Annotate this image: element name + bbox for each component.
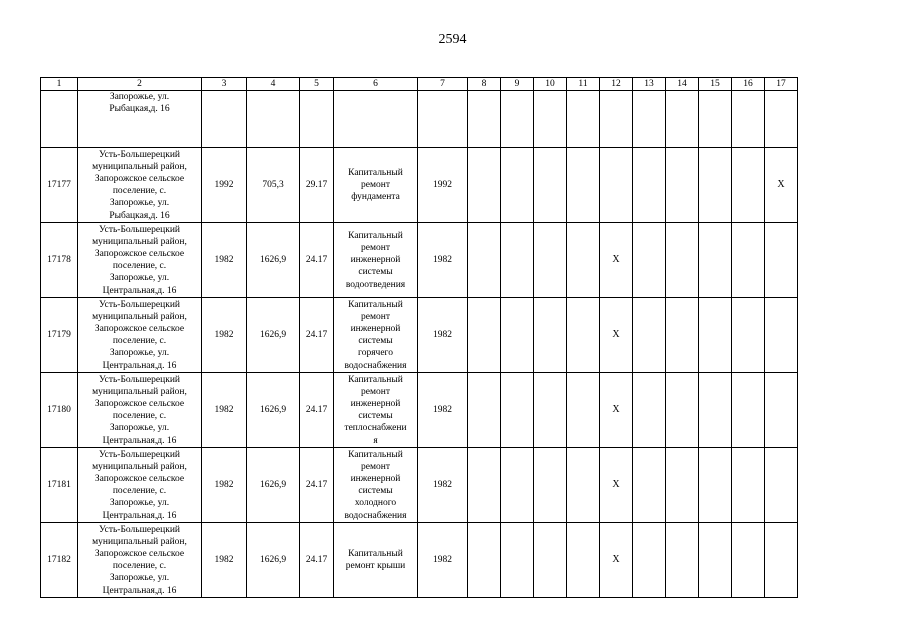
- plan-year-cell: 1982: [418, 373, 468, 448]
- empty-cell: [633, 91, 666, 148]
- column-header: 15: [699, 78, 732, 91]
- year-cell: 1992: [202, 148, 247, 223]
- column-header: 7: [418, 78, 468, 91]
- mark-cell: [501, 298, 534, 373]
- table-row: [41, 523, 798, 598]
- table-row: [41, 373, 798, 448]
- area-cell: 1626,9: [247, 223, 300, 298]
- work-type-cell: Капитальный ремонт инженерной системы холодного водоснабжения: [334, 448, 418, 523]
- table-row: [41, 448, 798, 523]
- table-row: [41, 148, 798, 223]
- empty-cell: [501, 91, 534, 148]
- mark-cell: [732, 523, 765, 598]
- year-cell: 1982: [202, 298, 247, 373]
- mark-cell: [534, 148, 567, 223]
- mark-cell: [534, 523, 567, 598]
- empty-cell: [202, 91, 247, 148]
- column-header: 1: [41, 78, 78, 91]
- mark-cell: [534, 448, 567, 523]
- mark-cell: X: [600, 223, 633, 298]
- mark-cell: X: [600, 298, 633, 373]
- repair-schedule-table: [40, 77, 798, 598]
- mark-cell: [765, 223, 798, 298]
- mark-cell: [633, 148, 666, 223]
- year-cell: 1982: [202, 373, 247, 448]
- table-body: [41, 78, 798, 598]
- mark-cell: [633, 448, 666, 523]
- code-cell: 24.17: [300, 523, 334, 598]
- mark-cell: [699, 523, 732, 598]
- mark-cell: [765, 373, 798, 448]
- mark-cell: [666, 373, 699, 448]
- column-header: 9: [501, 78, 534, 91]
- empty-cell: [300, 91, 334, 148]
- year-cell: 1982: [202, 523, 247, 598]
- mark-cell: [732, 298, 765, 373]
- address-cell: Усть-Большерецкий муниципальный район, Запорожское сельское поселение, с. Запорожье, ул. Центральная,д. 16: [78, 223, 202, 298]
- mark-cell: [468, 298, 501, 373]
- row-id-cell: 17178: [41, 223, 78, 298]
- column-header: 3: [202, 78, 247, 91]
- empty-cell: [468, 91, 501, 148]
- mark-cell: [468, 148, 501, 223]
- mark-cell: [699, 223, 732, 298]
- mark-cell: [468, 373, 501, 448]
- empty-cell: [534, 91, 567, 148]
- empty-cell: [699, 91, 732, 148]
- page-number: 2594: [438, 32, 467, 47]
- mark-cell: [501, 448, 534, 523]
- empty-cell: [666, 91, 699, 148]
- empty-cell: [600, 91, 633, 148]
- work-type-cell: Капитальный ремонт инженерной системы водоотведения: [334, 223, 418, 298]
- work-type-cell: Капитальный ремонт крыши: [334, 523, 418, 598]
- mark-cell: [666, 223, 699, 298]
- mark-cell: [633, 298, 666, 373]
- mark-cell: [567, 448, 600, 523]
- empty-cell: [418, 91, 468, 148]
- area-cell: 1626,9: [247, 373, 300, 448]
- mark-cell: [765, 523, 798, 598]
- empty-cell: [732, 91, 765, 148]
- row-id-cell: 17182: [41, 523, 78, 598]
- empty-cell: [334, 91, 418, 148]
- mark-cell: X: [600, 373, 633, 448]
- plan-year-cell: 1982: [418, 223, 468, 298]
- empty-cell: [567, 91, 600, 148]
- column-header: 8: [468, 78, 501, 91]
- mark-cell: [567, 298, 600, 373]
- column-header: 12: [600, 78, 633, 91]
- mark-cell: [732, 448, 765, 523]
- mark-cell: [732, 373, 765, 448]
- column-header: 6: [334, 78, 418, 91]
- mark-cell: [534, 373, 567, 448]
- work-type-cell: Капитальный ремонт инженерной системы горячего водоснабжения: [334, 298, 418, 373]
- mark-cell: [666, 148, 699, 223]
- address-cell: Усть-Большерецкий муниципальный район, Запорожское сельское поселение, с. Запорожье, ул. Центральная,д. 16: [78, 298, 202, 373]
- column-header: 2: [78, 78, 202, 91]
- mark-cell: [567, 223, 600, 298]
- plan-year-cell: 1982: [418, 298, 468, 373]
- row-id-cell: 17179: [41, 298, 78, 373]
- mark-cell: [600, 148, 633, 223]
- empty-cell: [247, 91, 300, 148]
- mark-cell: [468, 448, 501, 523]
- column-header: 14: [666, 78, 699, 91]
- mark-cell: [633, 523, 666, 598]
- empty-cell: [765, 91, 798, 148]
- mark-cell: [534, 298, 567, 373]
- mark-cell: X: [765, 148, 798, 223]
- mark-cell: [468, 523, 501, 598]
- mark-cell: [501, 373, 534, 448]
- mark-cell: [699, 373, 732, 448]
- mark-cell: [765, 298, 798, 373]
- area-cell: 1626,9: [247, 298, 300, 373]
- column-header: 4: [247, 78, 300, 91]
- column-header: 10: [534, 78, 567, 91]
- mark-cell: [699, 448, 732, 523]
- table-row: [41, 298, 798, 373]
- code-cell: 24.17: [300, 373, 334, 448]
- column-header: 13: [633, 78, 666, 91]
- column-header: 16: [732, 78, 765, 91]
- plan-year-cell: 1992: [418, 148, 468, 223]
- row-id-cell: 17177: [41, 148, 78, 223]
- area-cell: 705,3: [247, 148, 300, 223]
- mark-cell: [567, 523, 600, 598]
- column-header: 11: [567, 78, 600, 91]
- mark-cell: [732, 223, 765, 298]
- column-header: 5: [300, 78, 334, 91]
- code-cell: 24.17: [300, 448, 334, 523]
- address-cell: Усть-Большерецкий муниципальный район, Запорожское сельское поселение, с. Запорожье, ул. Рыбацкая,д. 16: [78, 148, 202, 223]
- plan-year-cell: 1982: [418, 448, 468, 523]
- mark-cell: [699, 298, 732, 373]
- mark-cell: [534, 223, 567, 298]
- mark-cell: [501, 223, 534, 298]
- area-cell: 1626,9: [247, 523, 300, 598]
- mark-cell: [666, 523, 699, 598]
- mark-cell: [732, 148, 765, 223]
- mark-cell: X: [600, 448, 633, 523]
- code-cell: 29.17: [300, 148, 334, 223]
- mark-cell: X: [600, 523, 633, 598]
- mark-cell: [567, 373, 600, 448]
- column-header: 17: [765, 78, 798, 91]
- header-row: [41, 78, 798, 91]
- mark-cell: [633, 373, 666, 448]
- year-cell: 1982: [202, 223, 247, 298]
- area-cell: 1626,9: [247, 448, 300, 523]
- address-cell: Запорожье, ул. Рыбацкая,д. 16: [78, 91, 202, 148]
- mark-cell: [501, 148, 534, 223]
- row-id-cell: 17181: [41, 448, 78, 523]
- empty-cell: [41, 91, 78, 148]
- work-type-cell: Капитальный ремонт фундамента: [334, 148, 418, 223]
- year-cell: 1982: [202, 448, 247, 523]
- continuation-row: [41, 91, 798, 148]
- address-cell: Усть-Большерецкий муниципальный район, Запорожское сельское поселение, с. Запорожье, ул. Центральная,д. 16: [78, 373, 202, 448]
- mark-cell: [501, 523, 534, 598]
- mark-cell: [633, 223, 666, 298]
- table-row: [41, 223, 798, 298]
- mark-cell: [765, 448, 798, 523]
- work-type-cell: Капитальный ремонт инженерной системы теплоснабжени я: [334, 373, 418, 448]
- address-cell: Усть-Большерецкий муниципальный район, Запорожское сельское поселение, с. Запорожье, ул. Центральная,д. 16: [78, 448, 202, 523]
- mark-cell: [567, 148, 600, 223]
- row-id-cell: 17180: [41, 373, 78, 448]
- mark-cell: [699, 148, 732, 223]
- code-cell: 24.17: [300, 298, 334, 373]
- code-cell: 24.17: [300, 223, 334, 298]
- mark-cell: [666, 298, 699, 373]
- mark-cell: [468, 223, 501, 298]
- plan-year-cell: 1982: [418, 523, 468, 598]
- address-cell: Усть-Большерецкий муниципальный район, Запорожское сельское поселение, с. Запорожье, ул. Центральная,д. 16: [78, 523, 202, 598]
- mark-cell: [666, 448, 699, 523]
